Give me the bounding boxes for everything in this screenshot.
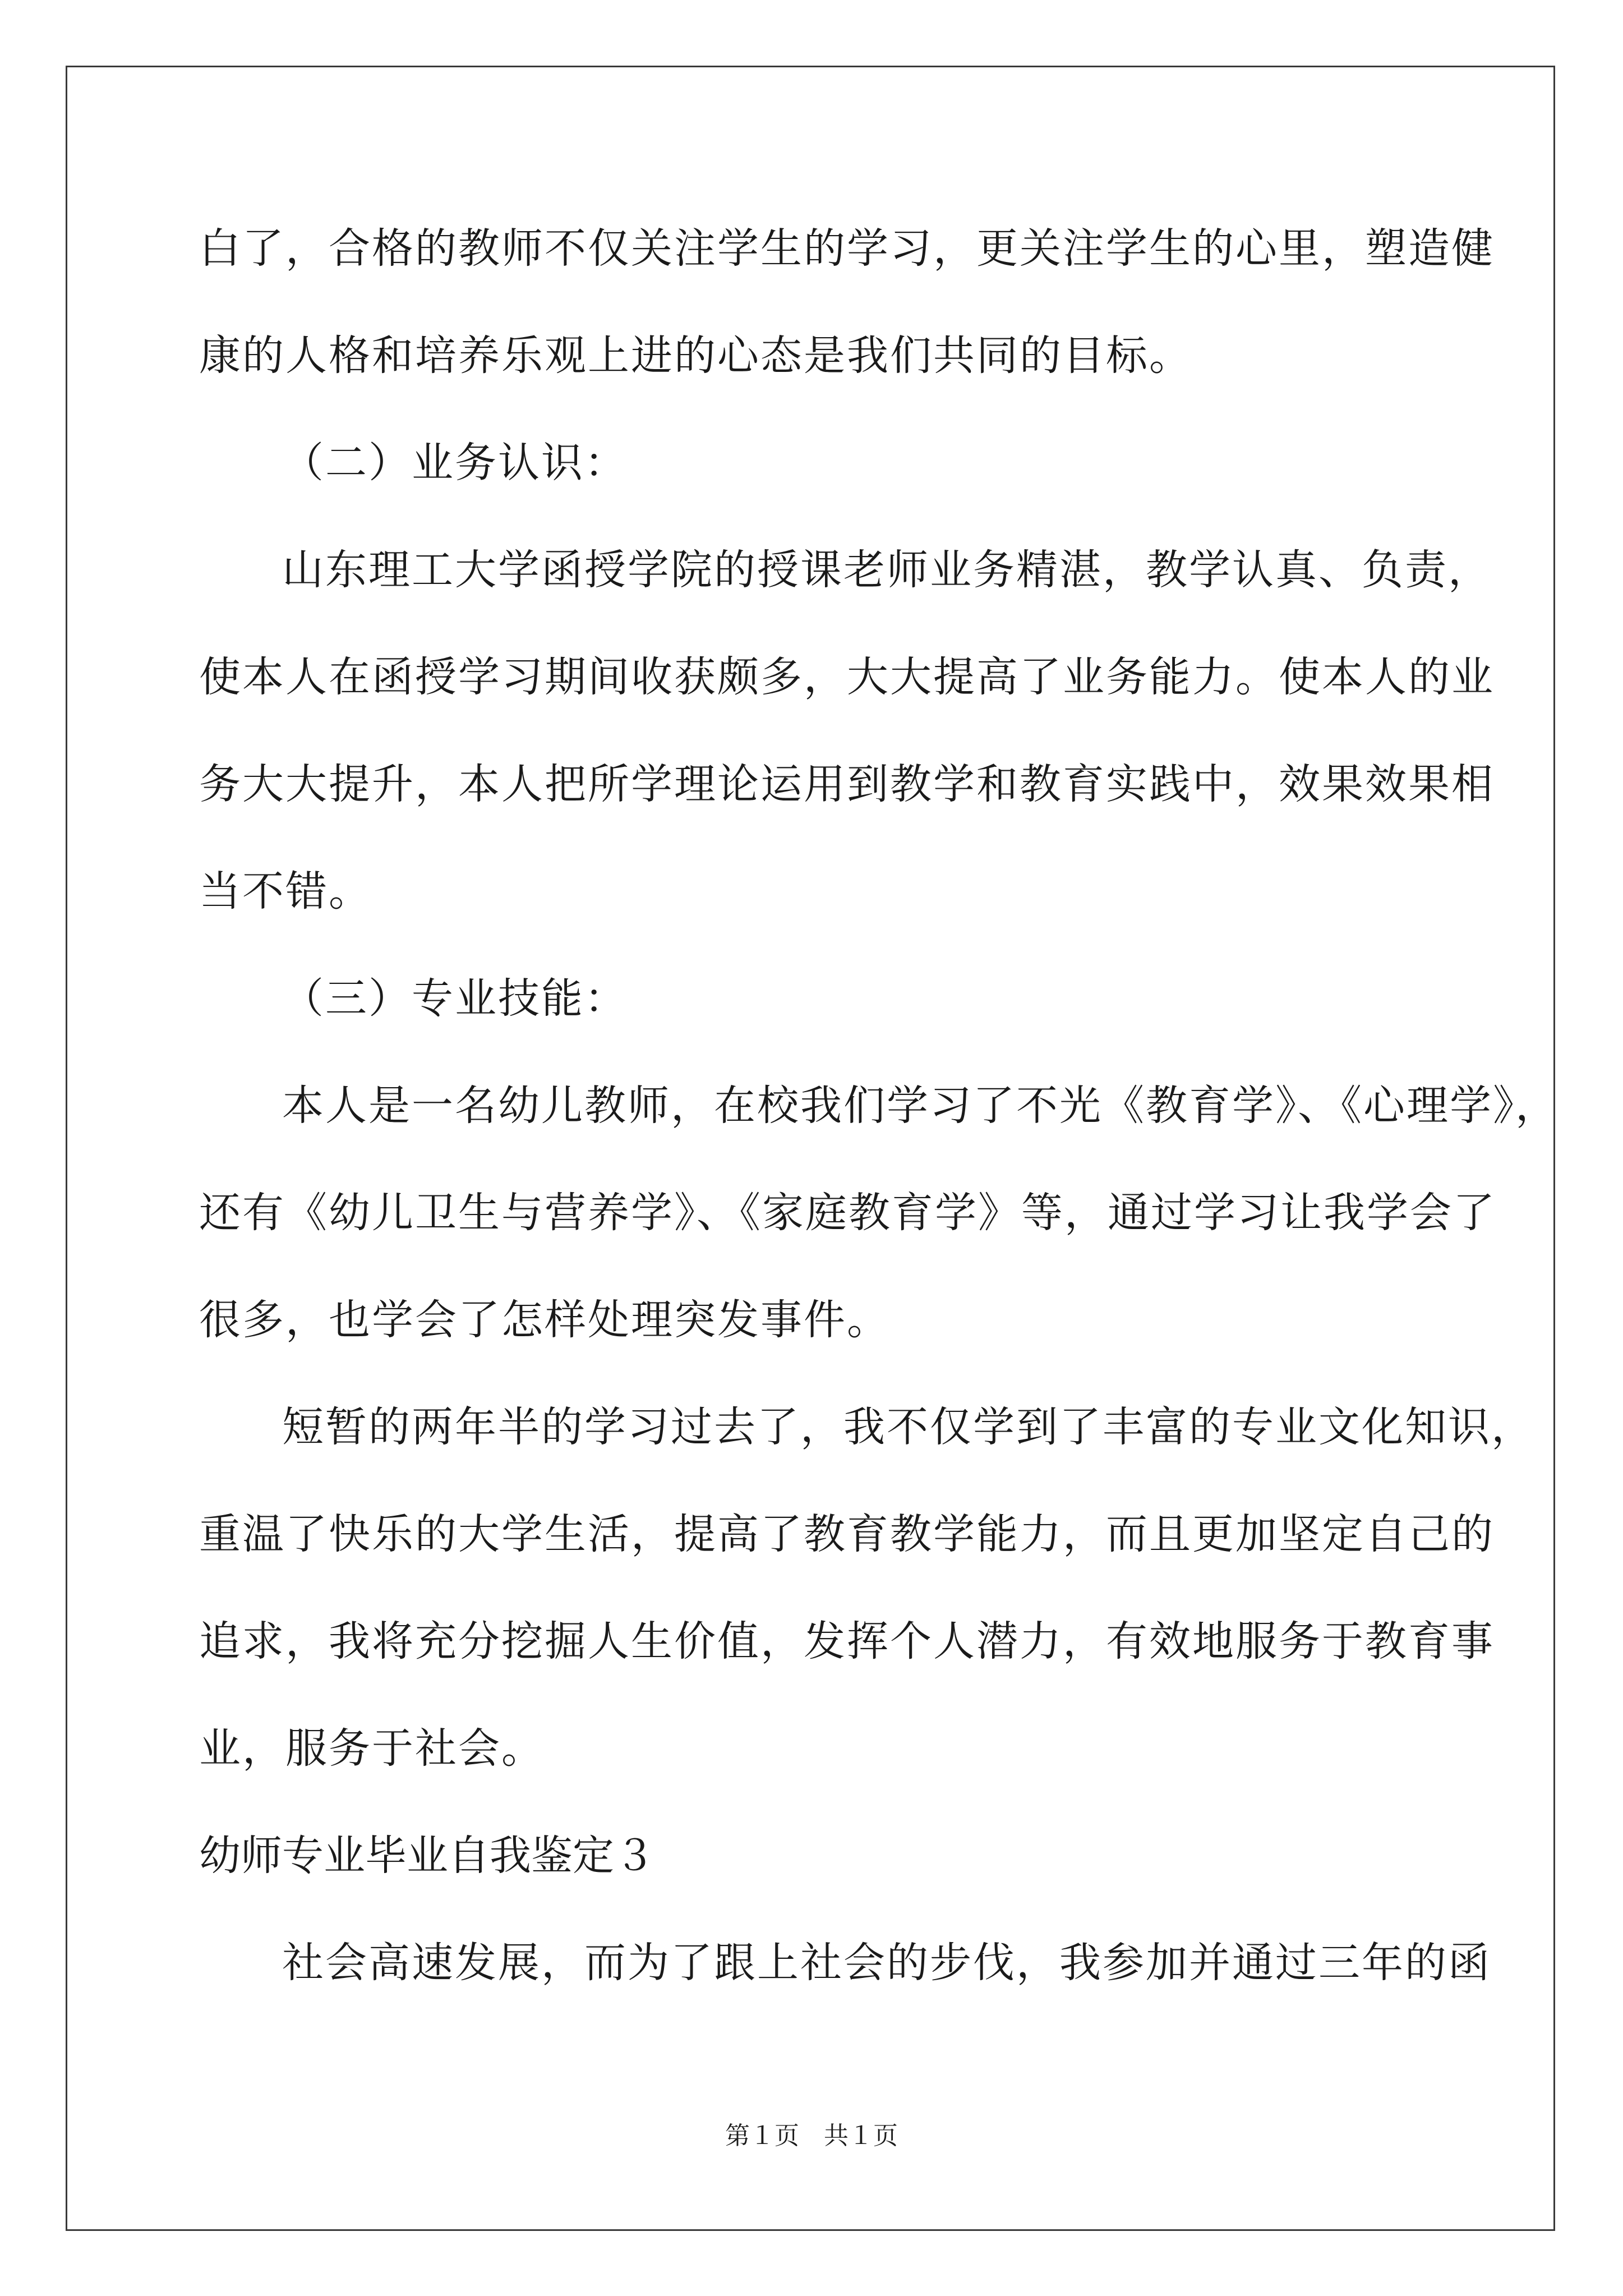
text-line-17: 社会高速发展，而为了跟上社会的步伐，我参加并通过三年的函 (282, 1939, 1491, 1987)
document-body (199, 210, 1559, 2032)
text-line-10: 还有《幼儿卫生与营养学》、《家庭教育学》等，通过学习让我学会了 (199, 1189, 1496, 1237)
page-footer (0, 2119, 1623, 2153)
text-line-13: 重温了快乐的大学生活，提高了教育教学能力，而且更加坚定自己的 (199, 1510, 1495, 1558)
text-line-7: 当不错。 (199, 867, 372, 915)
text-line-1: 白了，合格的教师不仅关注学生的学习，更关注学生的心里，塑造健 (199, 224, 1495, 273)
section-heading-skills: （三）专业技能： (282, 974, 628, 1023)
section-heading-business: （二）业务认识： (282, 439, 628, 487)
text-line-12: 短暂的两年半的学习过去了，我不仅学到了丰富的专业文化知识， (282, 1403, 1534, 1451)
text-line-14: 追求，我将充分挖掘人生价值，发挥个人潜力，有效地服务于教育事 (199, 1617, 1495, 1665)
page-number-label: 第１页 共１页 (725, 2122, 898, 2150)
document-section-title: 幼师专业毕业自我鉴定３ (199, 1832, 656, 1880)
text-line-4: 山东理工大学函授学院的授课老师业务精湛，教学认真、负责， (282, 546, 1491, 594)
text-line-5: 使本人在函授学习期间收获颇多，大大提高了业务能力。使本人的业 (199, 653, 1495, 701)
text-line-9: 本人是一名幼儿教师，在校我们学习了不光《教育学》、《心理学》， (282, 1082, 1559, 1130)
text-line-11: 很多，也学会了怎样处理突发事件。 (199, 1296, 890, 1344)
text-line-2: 康的人格和培养乐观上进的心态是我们共同的目标。 (199, 332, 1192, 380)
text-line-15: 业，服务于社会。 (199, 1724, 545, 1773)
text-line-6: 务大大提升，本人把所学理论运用到教学和教育实践中，效果效果相 (199, 760, 1495, 808)
